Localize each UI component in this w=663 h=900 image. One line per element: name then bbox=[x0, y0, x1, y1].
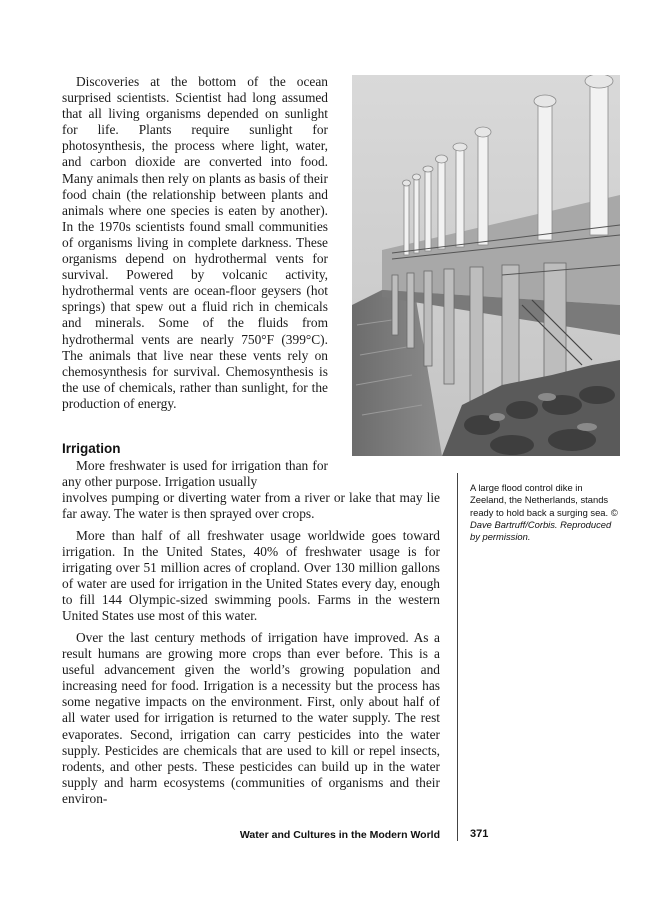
irrigation-paragraph-1-start: More freshwater is used for irrigation than for any other purpose. Irrigation usually bbox=[62, 458, 328, 490]
section-heading-irrigation: Irrigation bbox=[62, 441, 121, 456]
photo-credit: © Dave Bartruff/Corbis. Reproduced by permission. bbox=[470, 506, 618, 543]
irrigation-paragraph-1-end: involves pumping or diverting water from a river or lake that may lie far away. The water is then sprayed over crops. bbox=[62, 490, 440, 522]
running-footer-title: Water and Cultures in the Modern World bbox=[239, 829, 440, 841]
flood-dike-photo bbox=[352, 75, 620, 456]
caption-divider bbox=[457, 473, 458, 841]
irrigation-paragraph-3: Over the last century methods of irrigation have improved. As a result humans are growing more crops than ever before. This is a useful advancement given the world’s growing population and increasing need for food. Irrigation is a necessity but the process has some negative impacts on the environment. First, only about half of all water used for irrigation is returned to the water supply. The rest evaporates. Second, irrigation can carry pesticides into the water supply. Pesticides are chemicals that are used to kill or repel insects, rodents, and other pests. These pesticides can build up in the water supply and harm ecosystems (communities of organisms and their environ- bbox=[62, 630, 440, 806]
intro-paragraph: Discoveries at the bottom of the ocean surprised scientists. Scientist had long assumed that all living organisms depended on sunlight for life. Plants require sunlight for photosynthesis, the process where light, water, and carbon dioxide are converted into food. Many animals then rely on plants as basis of their food chain (the relationship between plants and animals where one species is eaten by another). In the 1970s scientists found small communities of organisms living in complete darkness. These organisms depend on hydrothermal vents for survival. Powered by volcanic activity, hydrothermal vents are ocean-floor geysers (hot springs) that spew out a fluid rich in chemicals and minerals. Some of the fluids from hydrothermal vents are nearly 750°F (399°C). The animals that live near these vents rely on chemosynthesis for survival. Chemosynthesis is the use of chemicals, rather than sunlight, for the production of energy. bbox=[62, 74, 328, 411]
page-number: 371 bbox=[470, 828, 489, 840]
caption-text: A large flood control dike in Zeeland, the Netherlands, stands ready to hold back a surging sea. bbox=[470, 482, 609, 518]
irrigation-paragraph-2: More than half of all freshwater usage worldwide goes toward irrigation. In the United States, 40% of freshwater usage is for irrigating over 51 million acres of cropland. Over 130 million gallons of water are used for irrigation in the United States every day, enough to fill 144 Olympic-sized swimming pools. Farms in the western United States use most of this water. bbox=[62, 528, 440, 624]
figure-caption bbox=[470, 482, 620, 543]
